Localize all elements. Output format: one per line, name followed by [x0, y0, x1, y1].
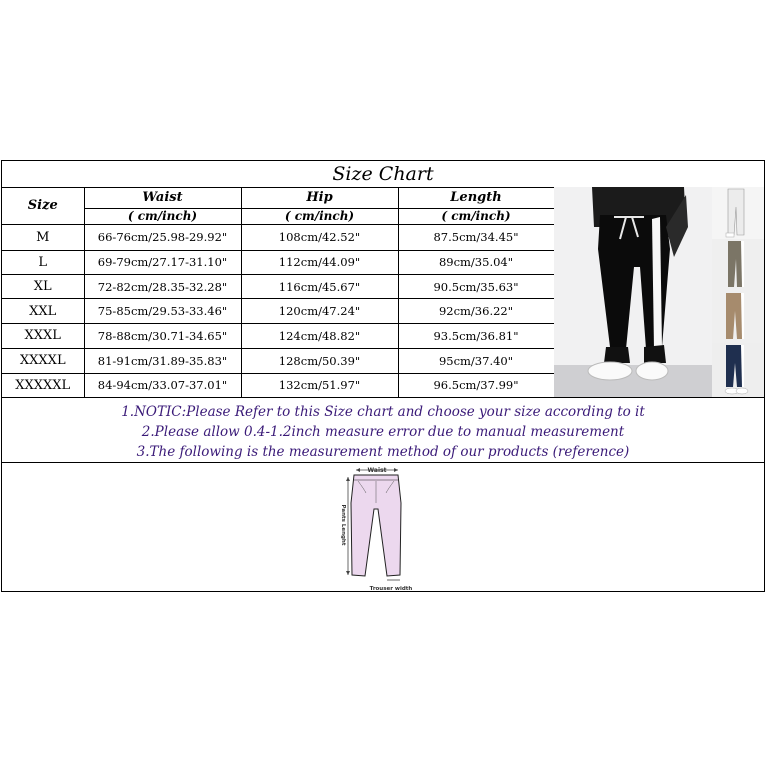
note-line-2: 2.Please allow 0.4-1.2inch measure error due to manual measurement: [141, 424, 625, 440]
note-line-1: 1.NOTIC:Please Refer to this Size chart and choose your size according to it: [121, 404, 645, 420]
note-line-3: 3.The following is the measurement method of our products (reference): [136, 444, 630, 460]
hip-cell: 112cm/44.09": [241, 250, 398, 274]
size-cell: XL: [2, 274, 84, 298]
length-cell: 89cm/35.04": [398, 250, 554, 274]
waist-cell: 81-91cm/31.89-35.83": [84, 349, 241, 373]
unit-length: ( cm/inch): [398, 208, 554, 224]
size-cell: XXXXL: [2, 349, 84, 373]
size-chart: [1, 160, 765, 592]
length-cell: 96.5cm/37.99": [398, 373, 554, 397]
hip-cell: 132cm/51.97": [241, 373, 398, 397]
waist-cell: 75-85cm/29.53-33.46": [84, 299, 241, 323]
pants-outline: [351, 475, 401, 576]
hip-cell: 116cm/45.67": [241, 274, 398, 298]
table-row: [2, 274, 554, 298]
waist-cell: 84-94cm/33.07-37.01": [84, 373, 241, 397]
measurement-diagram-area: [2, 463, 764, 591]
measurement-diagram: [2, 463, 764, 591]
waist-cell: 72-82cm/28.35-32.28": [84, 274, 241, 298]
table-row: [2, 225, 554, 250]
table-row: [2, 323, 554, 348]
length-cell: 87.5cm/34.45": [398, 225, 554, 250]
size-cell: XXXXXL: [2, 373, 84, 397]
size-chart-title: Size Chart: [2, 161, 764, 188]
waist-cell: 78-88cm/30.71-34.65": [84, 323, 241, 348]
header-length: Length: [398, 187, 554, 208]
size-cell: XXXL: [2, 323, 84, 348]
size-cell: XXL: [2, 299, 84, 323]
waist-cell: 66-76cm/25.98-29.92": [84, 225, 241, 250]
table-row: [2, 299, 554, 323]
waist-cell: 69-79cm/27.17-31.10": [84, 250, 241, 274]
hip-cell: 124cm/48.82": [241, 323, 398, 348]
size-table: [2, 187, 555, 398]
hip-cell: 120cm/47.24": [241, 299, 398, 323]
table-row: [2, 349, 554, 373]
size-cell: L: [2, 250, 84, 274]
size-cell: M: [2, 225, 84, 250]
length-cell: 90.5cm/35.63": [398, 274, 554, 298]
length-label: Pants Lenght: [340, 504, 346, 546]
notes-section: [2, 399, 764, 463]
color-variant-thumbnails: [712, 187, 764, 397]
hip-cell: 108cm/42.52": [241, 225, 398, 250]
product-photo-panel: [554, 187, 764, 398]
length-cell: 95cm/37.40": [398, 349, 554, 373]
unit-hip: ( cm/inch): [241, 208, 398, 224]
trouser-width-label: Trouser width: [369, 586, 413, 591]
header-waist: Waist: [84, 187, 241, 208]
table-row: [2, 250, 554, 274]
product-photo: [554, 187, 764, 397]
header-hip: Hip: [241, 187, 398, 208]
hip-cell: 128cm/50.39": [241, 349, 398, 373]
waist-label: Waist: [367, 467, 387, 474]
length-cell: 93.5cm/36.81": [398, 323, 554, 348]
length-cell: 92cm/36.22": [398, 299, 554, 323]
header-size: Size: [2, 187, 84, 225]
table-row: [2, 373, 554, 397]
unit-waist: ( cm/inch): [84, 208, 241, 224]
